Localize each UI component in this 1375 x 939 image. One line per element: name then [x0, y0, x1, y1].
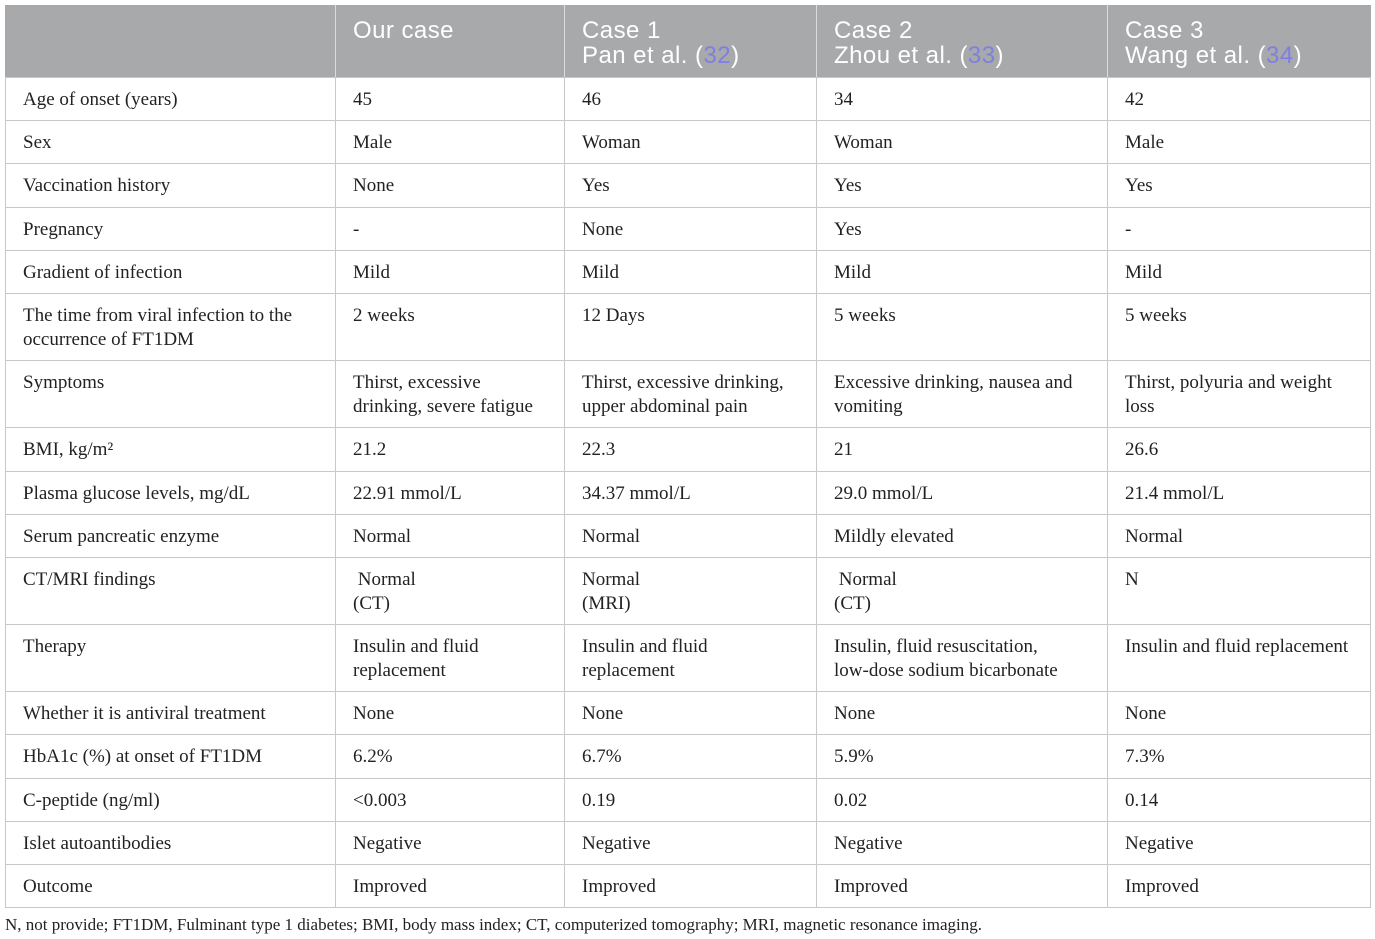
citation-link-32[interactable]: 32: [703, 42, 732, 69]
value-case-2: Mildly elevated: [817, 514, 1108, 557]
header-citation: [1125, 43, 1362, 68]
table-row: [6, 514, 1371, 557]
value-case-1: None: [565, 207, 817, 250]
table-row: [6, 164, 1371, 207]
value-case-1: None: [565, 692, 817, 735]
citation-author: Wang et al. (: [1125, 42, 1267, 69]
value-case-1: Negative: [565, 821, 817, 864]
value-case-3: -: [1108, 207, 1371, 250]
value-our-case: None: [336, 692, 565, 735]
table-row: [6, 557, 1371, 624]
value-case-3: Male: [1108, 121, 1371, 164]
header-citation: [582, 43, 808, 68]
value-case-2: 34: [817, 78, 1108, 121]
table-footnote: N, not provide; FT1DM, Fulminant type 1 diabetes; BMI, body mass index; CT, computerized tomography; MRI, magnetic resonance imaging.: [5, 915, 983, 934]
row-label: Islet autoantibodies: [6, 821, 336, 864]
value-our-case: 22.91 mmol/L: [336, 471, 565, 514]
table-row: [6, 625, 1371, 692]
value-case-1: Thirst, excessive drinking, upper abdominal pain: [565, 361, 817, 428]
value-case-2: Excessive drinking, nausea and vomiting: [817, 361, 1108, 428]
row-label: Age of onset (years): [6, 78, 336, 121]
value-our-case: 2 weeks: [336, 293, 565, 360]
citation-close: ): [731, 42, 740, 69]
row-label: Outcome: [6, 865, 336, 908]
value-our-case: Male: [336, 121, 565, 164]
table-row: [6, 121, 1371, 164]
row-label: Sex: [6, 121, 336, 164]
value-case-1: 12 Days: [565, 293, 817, 360]
value-our-case: Improved: [336, 865, 565, 908]
header-title: Our case: [353, 17, 454, 44]
value-case-3: N: [1108, 557, 1371, 624]
value-our-case: 45: [336, 78, 565, 121]
value-case-2: Yes: [817, 207, 1108, 250]
value-case-2: Negative: [817, 821, 1108, 864]
value-case-2: 29.0 mmol/L: [817, 471, 1108, 514]
value-case-1: Yes: [565, 164, 817, 207]
table-row: [6, 735, 1371, 778]
value-our-case: Insulin and fluid replacement: [336, 625, 565, 692]
row-label: Whether it is antiviral treatment: [6, 692, 336, 735]
table-row: [6, 250, 1371, 293]
value-case-3: 42: [1108, 78, 1371, 121]
row-label: C-peptide (ng/ml): [6, 778, 336, 821]
value-case-2: None: [817, 692, 1108, 735]
row-label: The time from viral infection to the occurrence of FT1DM: [6, 293, 336, 360]
value-case-3: 21.4 mmol/L: [1108, 471, 1371, 514]
header-cell-blank: [6, 6, 336, 78]
table-row: [6, 361, 1371, 428]
value-our-case: 6.2%: [336, 735, 565, 778]
value-case-1: 6.7%: [565, 735, 817, 778]
value-case-1: Mild: [565, 250, 817, 293]
table-body: [6, 78, 1371, 908]
table-row: [6, 821, 1371, 864]
row-label: Plasma glucose levels, mg/dL: [6, 471, 336, 514]
value-case-2: 5 weeks: [817, 293, 1108, 360]
value-case-1: 34.37 mmol/L: [565, 471, 817, 514]
value-case-3: 7.3%: [1108, 735, 1371, 778]
value-case-3: 5 weeks: [1108, 293, 1371, 360]
row-label: Vaccination history: [6, 164, 336, 207]
header-cell-case-2: [817, 6, 1108, 78]
table-row: [6, 471, 1371, 514]
value-case-1: 22.3: [565, 428, 817, 471]
header-citation: [834, 43, 1099, 68]
case-comparison-table: [5, 5, 1371, 908]
value-our-case: Normal: [336, 514, 565, 557]
table-row: [6, 428, 1371, 471]
value-case-1: 0.19: [565, 778, 817, 821]
table-container: [5, 5, 1370, 908]
value-our-case: Thirst, excessive drinking, severe fatigue: [336, 361, 565, 428]
row-label: Therapy: [6, 625, 336, 692]
value-case-3: Insulin and fluid replacement: [1108, 625, 1371, 692]
value-case-3: Improved: [1108, 865, 1371, 908]
value-case-3: Negative: [1108, 821, 1371, 864]
header-title: Case 3: [1125, 17, 1204, 44]
value-case-1: Insulin and fluid replacement: [565, 625, 817, 692]
value-case-2: 21: [817, 428, 1108, 471]
value-case-1: Improved: [565, 865, 817, 908]
citation-close: ): [1293, 42, 1303, 69]
value-case-3: Yes: [1108, 164, 1371, 207]
table-row: [6, 865, 1371, 908]
header-title: Case 1: [582, 17, 661, 44]
value-case-1: Woman: [565, 121, 817, 164]
value-our-case: Normal (CT): [336, 557, 565, 624]
row-label: Gradient of infection: [6, 250, 336, 293]
value-case-3: Thirst, polyuria and weight loss: [1108, 361, 1371, 428]
value-case-3: Mild: [1108, 250, 1371, 293]
value-case-3: None: [1108, 692, 1371, 735]
value-case-2: Improved: [817, 865, 1108, 908]
table-row: [6, 207, 1371, 250]
citation-close: ): [995, 42, 1004, 69]
value-our-case: 21.2: [336, 428, 565, 471]
row-label: BMI, kg/m²: [6, 428, 336, 471]
row-label: HbA1c (%) at onset of FT1DM: [6, 735, 336, 778]
citation-author: Pan et al. (: [582, 42, 704, 69]
header-cell-case-1: [565, 6, 817, 78]
citation-link-34[interactable]: 34: [1266, 42, 1294, 69]
row-label: CT/MRI findings: [6, 557, 336, 624]
header-title: Case 2: [834, 17, 913, 44]
value-case-3: 0.14: [1108, 778, 1371, 821]
value-case-1: 46: [565, 78, 817, 121]
value-our-case: Mild: [336, 250, 565, 293]
value-case-2: Woman: [817, 121, 1108, 164]
header-cell-case-3: [1108, 6, 1371, 78]
table-header-row: [6, 6, 1371, 78]
value-our-case: -: [336, 207, 565, 250]
value-our-case: <0.003: [336, 778, 565, 821]
value-case-2: Mild: [817, 250, 1108, 293]
table-row: [6, 692, 1371, 735]
value-case-2: Normal (CT): [817, 557, 1108, 624]
value-case-3: Normal: [1108, 514, 1371, 557]
value-our-case: Negative: [336, 821, 565, 864]
row-label: Serum pancreatic enzyme: [6, 514, 336, 557]
table-header: [6, 6, 1371, 78]
value-case-1: Normal: [565, 514, 817, 557]
value-case-2: 0.02: [817, 778, 1108, 821]
table-row: [6, 293, 1371, 360]
row-label: Symptoms: [6, 361, 336, 428]
table-row: [6, 78, 1371, 121]
citation-author: Zhou et al. (: [834, 42, 968, 69]
row-label: Pregnancy: [6, 207, 336, 250]
value-case-2: Insulin, fluid resuscitation, low-dose sodium bicarbonate: [817, 625, 1108, 692]
value-case-2: Yes: [817, 164, 1108, 207]
value-case-3: 26.6: [1108, 428, 1371, 471]
value-case-1: Normal (MRI): [565, 557, 817, 624]
value-case-2: 5.9%: [817, 735, 1108, 778]
table-row: [6, 778, 1371, 821]
value-our-case: None: [336, 164, 565, 207]
header-cell-our-case: [336, 6, 565, 78]
citation-link-33[interactable]: 33: [967, 42, 996, 69]
